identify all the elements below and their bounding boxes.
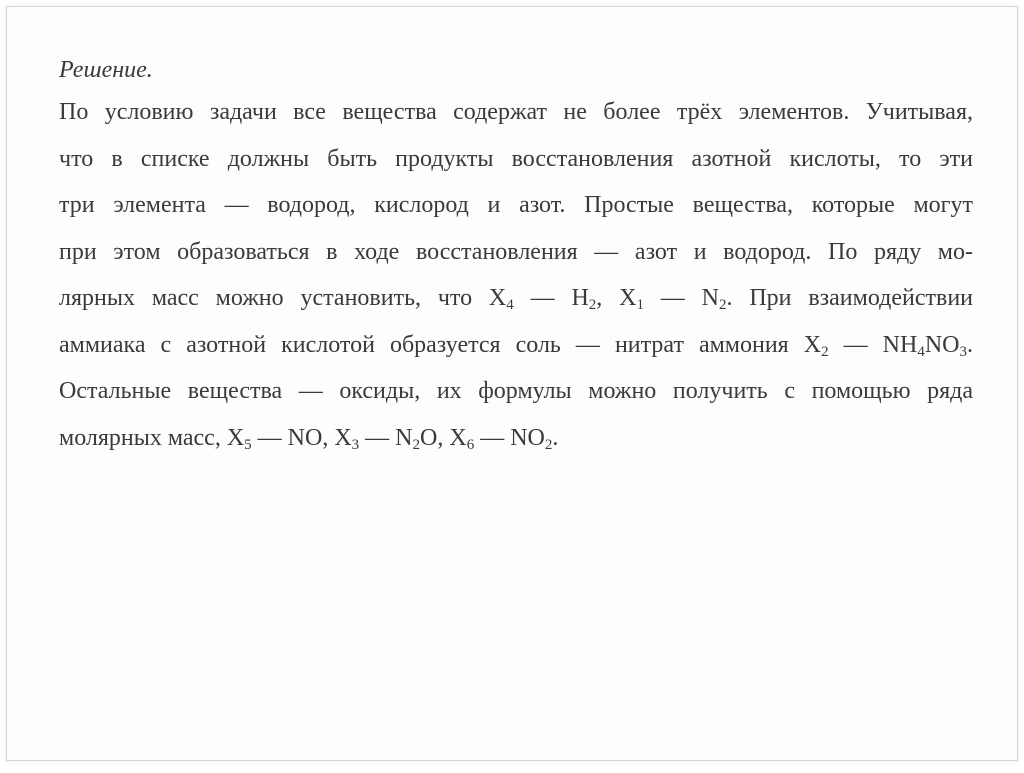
text-segment: , X bbox=[596, 285, 637, 311]
text-segment: лярных масс можно установить, что X bbox=[59, 285, 507, 311]
solution-heading: Решение. bbox=[59, 57, 153, 83]
text-line bbox=[59, 229, 973, 276]
text-segment: — N bbox=[359, 424, 413, 451]
text-segment: По условию задачи все вещества содержат не более трёх элементов. Учитывая, bbox=[59, 99, 973, 125]
text-segment: — H bbox=[513, 285, 589, 311]
text-segment: три элемента — водород, кислород и азот. Простые вещества, которые могут bbox=[59, 192, 973, 218]
text-segment: аммиака с азотной кислотой образуется соль — нитрат аммония X bbox=[59, 331, 822, 358]
text-segment: — NO, X bbox=[251, 424, 352, 451]
text-segment: молярных масс, X bbox=[59, 424, 245, 451]
document-page bbox=[6, 6, 1018, 761]
subscript: 2 bbox=[718, 297, 727, 313]
text-line bbox=[59, 89, 973, 136]
text-line bbox=[59, 368, 973, 415]
subscript: 2 bbox=[544, 436, 553, 453]
solution-body bbox=[59, 89, 973, 461]
subscript: 5 bbox=[244, 436, 252, 453]
subscript: 2 bbox=[412, 436, 421, 453]
text-segment: — NH bbox=[828, 331, 918, 358]
text-segment: Остальные вещества — оксиды, их формулы можно получить с помощью ряда bbox=[59, 378, 973, 404]
text-line bbox=[59, 275, 973, 322]
subscript: 1 bbox=[636, 297, 644, 313]
text-segment: . При взаимодействии bbox=[726, 285, 974, 311]
text-segment: . bbox=[552, 424, 559, 451]
text-line bbox=[59, 322, 973, 369]
text-segment: NO bbox=[924, 331, 960, 358]
subscript: 2 bbox=[588, 297, 597, 313]
text-line bbox=[59, 182, 973, 229]
subscript: 4 bbox=[506, 297, 514, 313]
text-segment: . bbox=[967, 331, 973, 358]
subscript: 2 bbox=[821, 343, 829, 360]
solution-text-block bbox=[59, 51, 973, 461]
subscript: 3 bbox=[351, 436, 360, 453]
text-segment: O, X bbox=[420, 424, 467, 451]
subscript: 4 bbox=[917, 343, 925, 360]
text-segment: что в списке должны быть продукты восстановления азотной кислоты, то эти bbox=[59, 145, 973, 172]
text-line bbox=[59, 415, 973, 462]
subscript: 6 bbox=[466, 436, 475, 453]
text-segment: — N bbox=[643, 285, 719, 311]
text-segment: при этом образоваться в ходе восстановления — азот и водород. По ряду мо- bbox=[59, 238, 973, 265]
subscript: 3 bbox=[959, 343, 967, 360]
text-segment: — NO bbox=[474, 424, 545, 451]
text-line bbox=[59, 136, 973, 183]
